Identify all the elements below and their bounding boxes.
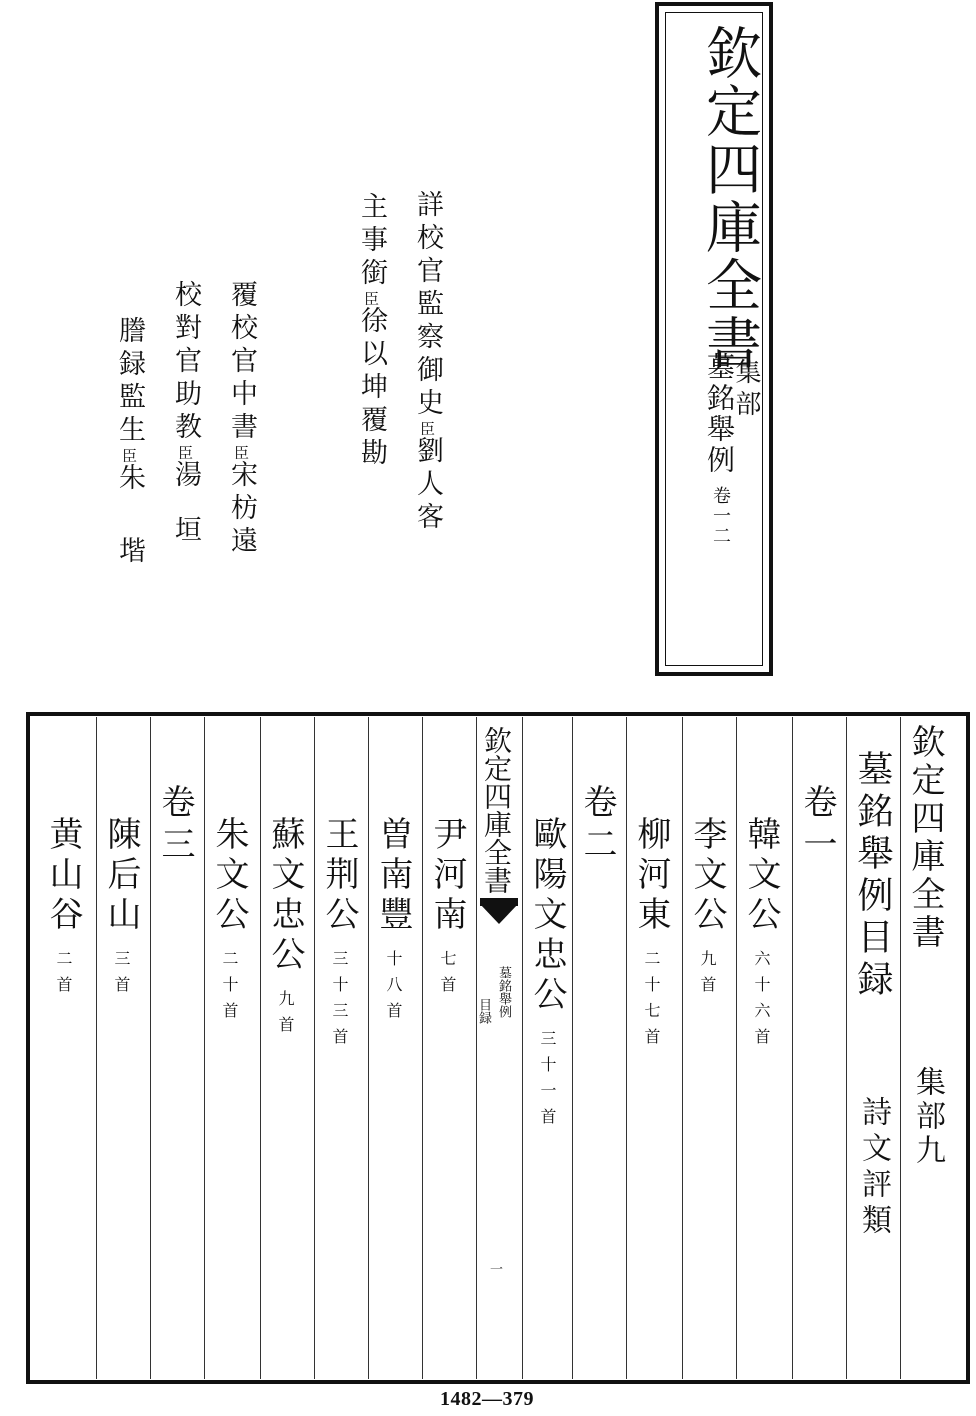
fish-tail-mark [480, 904, 518, 924]
list-item: 李文公九首 [687, 816, 727, 1002]
column-rule [422, 717, 423, 1379]
book-title: 墓銘舉例目録 [852, 750, 893, 1002]
volume-heading: 卷二 [577, 784, 617, 868]
column-rule [522, 717, 523, 1379]
column-rule [204, 717, 205, 1379]
slip-volume: 卷一二 [710, 486, 731, 546]
column-rule [846, 717, 847, 1379]
list-item: 歐陽文忠公三十一首 [527, 816, 567, 1134]
page-spine [476, 716, 522, 1380]
column-rule [260, 717, 261, 1379]
list-item: 尹河南七首 [427, 816, 467, 1002]
page-number: 1482—379 [440, 1388, 534, 1410]
spine-subtitle-2: 目録 [476, 998, 491, 1024]
column-rule [572, 717, 573, 1379]
column-rule [792, 717, 793, 1379]
list-item: 韓文公六十六首 [741, 816, 781, 1054]
column-rule [736, 717, 737, 1379]
list-item: 黄山谷二首 [43, 816, 83, 1002]
list-item: 朱文公二十首 [209, 816, 249, 1028]
credit-recheck: 覆校官中書臣宋枋遠 [226, 280, 257, 559]
column-rule [96, 717, 97, 1379]
list-item: 曽南豐十八首 [373, 816, 413, 1028]
slip-division: 集部 [731, 358, 761, 422]
column-rule [682, 717, 683, 1379]
column-rule [314, 717, 315, 1379]
credit-proofreader: 校對官助教臣湯垣 [170, 280, 201, 548]
spine-subtitle: 墓銘舉例 [496, 966, 511, 1018]
column-rule [900, 717, 901, 1379]
page-header-division: 集部九 [910, 1066, 945, 1168]
credit-copyist: 謄録監生臣朱堦 [114, 316, 145, 569]
column-rule [626, 717, 627, 1379]
title-slip [655, 2, 773, 676]
column-rule [150, 717, 151, 1379]
spine-page-number: 一 [487, 1262, 502, 1275]
volume-heading: 卷三 [155, 784, 195, 868]
slip-book-title: 墓銘舉例 [703, 352, 736, 476]
credit-checker-1: 詳校官監察御史臣劉人客 [412, 190, 443, 535]
slip-main-title: 欽定四庫全書 [697, 24, 762, 372]
book-category: 詩文評類 [856, 1096, 891, 1240]
credit-checker-2: 主事銜臣徐以坤覆勘 [356, 192, 387, 471]
page-header-title: 欽定四庫全書 [905, 724, 945, 952]
list-item: 蘇文忠公九首 [265, 816, 305, 1042]
list-item: 柳河東二十七首 [631, 816, 671, 1054]
volume-heading: 卷一 [797, 784, 837, 868]
spine-title: 欽定四庫全書 [480, 726, 513, 894]
list-item: 陳后山三首 [101, 816, 141, 1002]
list-item: 王荆公三十三首 [319, 816, 359, 1054]
column-rule [368, 717, 369, 1379]
